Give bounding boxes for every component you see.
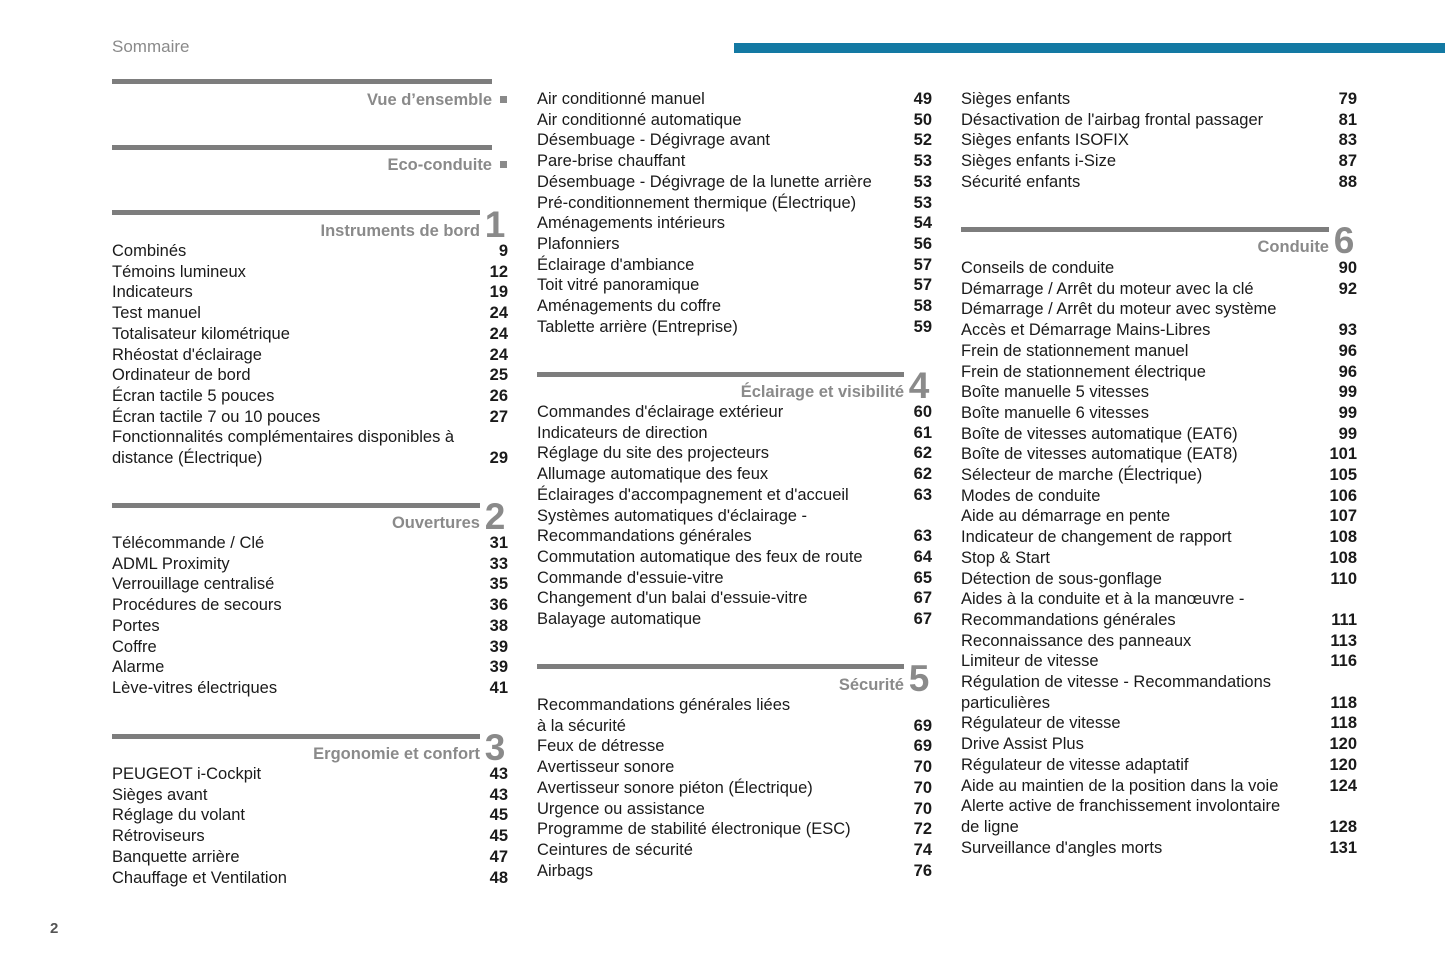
toc-entry-page: 92 xyxy=(1338,279,1357,298)
toc-entry-title: Rétroviseurs xyxy=(112,827,205,846)
toc-entry-page: 50 xyxy=(913,110,932,129)
toc-entry[interactable] xyxy=(112,282,508,303)
toc-entry[interactable] xyxy=(112,574,508,595)
toc-entry-title: ADML Proximity xyxy=(112,554,230,573)
chapter-number: 3 xyxy=(484,727,506,768)
toc-entry-title: Plafonniers xyxy=(537,234,620,253)
toc-entry[interactable] xyxy=(961,130,1357,151)
toc-entry-title: Frein de stationnement électrique xyxy=(961,362,1206,381)
toc-entry-title: Airbags xyxy=(537,861,593,880)
toc-entry-title: Aides à la conduite et à la manœuvre - xyxy=(961,590,1245,609)
toc-entry-title: Surveillance d'angles morts xyxy=(961,838,1163,857)
toc-entry[interactable] xyxy=(961,755,1357,776)
toc-entry-title: Lève-vitres électriques xyxy=(112,678,278,697)
toc-entry-page: 116 xyxy=(1330,652,1357,671)
toc-entry[interactable] xyxy=(537,213,932,234)
toc-entry-title: Aide au maintien de la position dans la voie xyxy=(961,776,1279,795)
toc-entry-page: 38 xyxy=(489,616,508,635)
toc-entry-title: Recommandations générales xyxy=(961,610,1176,629)
toc-entry[interactable] xyxy=(961,403,1357,424)
toc-entry-page: 99 xyxy=(1338,424,1357,443)
toc-entry-page: 65 xyxy=(913,568,932,587)
toc-entry-title: Test manuel xyxy=(112,304,201,323)
toc-entry-page: 108 xyxy=(1329,528,1357,547)
toc-entry-page: 25 xyxy=(489,366,508,385)
toc-entry-page: 45 xyxy=(489,827,508,846)
toc-entry-page: 131 xyxy=(1329,838,1357,857)
toc-entry-page: 60 xyxy=(913,403,932,421)
toc-entry-page: 53 xyxy=(913,172,932,191)
toc-entry-title: Désembuage - Dégivrage de la lunette arrière xyxy=(537,172,872,191)
toc-entry-page: 118 xyxy=(1330,693,1357,712)
toc-entry-title: Commutation automatique des feux de route xyxy=(537,547,863,566)
toc-entry[interactable] xyxy=(537,193,932,214)
toc-entry-page: 24 xyxy=(489,324,508,343)
toc-entry[interactable] xyxy=(537,778,932,799)
toc-entry-title: Limiteur de vitesse xyxy=(961,652,1099,671)
toc-entry[interactable] xyxy=(112,826,508,847)
square-marker-icon xyxy=(500,161,507,168)
entries-list xyxy=(112,533,508,699)
toc-entry[interactable] xyxy=(537,506,932,547)
toc-entry-title: Allumage automatique des feux xyxy=(537,465,769,484)
chapter-number: 5 xyxy=(908,658,930,699)
toc-entry[interactable] xyxy=(112,868,508,889)
toc-entry-page: 74 xyxy=(913,840,932,859)
toc-entry-title: Alerte active de franchissement involontaire xyxy=(961,797,1281,816)
toc-entry-page: 48 xyxy=(489,868,508,887)
toc-entry-page: 96 xyxy=(1338,341,1357,360)
toc-entry[interactable] xyxy=(112,241,508,262)
toc-entry[interactable] xyxy=(961,151,1357,172)
chapter-number: 2 xyxy=(484,496,506,537)
toc-entry[interactable] xyxy=(112,637,508,658)
toc-entry-title: Éclairages d'accompagnement et d'accueil xyxy=(537,485,849,504)
toc-entry[interactable] xyxy=(537,568,932,589)
toc-entry[interactable] xyxy=(537,402,932,423)
toc-entry-title: Pré-conditionnement thermique (Électrique) xyxy=(537,193,857,212)
toc-entry-title: Régulation de vitesse - Recommandations xyxy=(961,673,1271,692)
toc-entry-title: Systèmes automatiques d'éclairage - xyxy=(537,506,808,525)
toc-entry[interactable] xyxy=(537,757,932,778)
entries-list xyxy=(961,258,1357,858)
toc-entry[interactable] xyxy=(961,258,1357,279)
toc-entry[interactable] xyxy=(537,819,932,840)
toc-entry-title: Réglage du volant xyxy=(112,806,246,825)
section-rule xyxy=(112,734,480,739)
toc-entry-title: Détection de sous-gonflage xyxy=(961,569,1162,588)
toc-entry[interactable] xyxy=(961,527,1357,548)
toc-entry[interactable] xyxy=(961,631,1357,652)
toc-entry-title: Boîte manuelle 5 vitesses xyxy=(961,383,1150,402)
toc-entry-title: Témoins lumineux xyxy=(112,262,246,281)
toc-entry-page: 128 xyxy=(1329,817,1357,836)
toc-entry-page: 67 xyxy=(913,610,932,629)
toc-entry[interactable] xyxy=(537,547,932,568)
toc-entry-page: 101 xyxy=(1329,445,1357,464)
toc-entry-page: 70 xyxy=(913,758,932,777)
toc-entry[interactable] xyxy=(537,172,932,193)
toc-entry-page: 96 xyxy=(1338,362,1357,381)
toc-entry-page: 41 xyxy=(489,678,508,697)
page-number: 2 xyxy=(50,920,59,937)
toc-entry[interactable] xyxy=(961,589,1357,630)
toc-entry[interactable] xyxy=(961,569,1357,590)
toc-entry[interactable] xyxy=(112,657,508,678)
toc-entry-title: Boîte de vitesses automatique (EAT6) xyxy=(961,424,1238,443)
toc-entry[interactable] xyxy=(961,89,1357,110)
toc-entry[interactable] xyxy=(537,151,932,172)
toc-entry-page: 27 xyxy=(489,407,508,426)
toc-entry-page: 47 xyxy=(489,847,508,866)
toc-entry-page: 69 xyxy=(913,737,932,756)
toc-entry-page: 99 xyxy=(1338,383,1357,402)
toc-entry-page: 39 xyxy=(489,658,508,677)
toc-entry-page: 24 xyxy=(489,345,508,364)
toc-entry[interactable] xyxy=(112,386,508,407)
toc-entry[interactable] xyxy=(961,486,1357,507)
toc-entry-title: Télécommande / Clé xyxy=(112,534,265,552)
toc-entry-title: Désactivation de l'airbag frontal passager xyxy=(961,110,1264,129)
toc-entry-title: Portes xyxy=(112,616,160,635)
toc-entry[interactable] xyxy=(537,317,932,338)
toc-entry-title: Urgence ou assistance xyxy=(537,799,705,818)
toc-entry-title: Feux de détresse xyxy=(537,737,665,756)
toc-entry-title: PEUGEOT i-Cockpit xyxy=(112,765,262,783)
toc-entry-title: Boîte manuelle 6 vitesses xyxy=(961,403,1150,422)
toc-entry-page: 52 xyxy=(913,131,932,150)
entries-list xyxy=(112,241,508,469)
toc-entry-page: 70 xyxy=(913,778,932,797)
entries-list xyxy=(537,695,932,881)
toc-entry[interactable] xyxy=(537,423,932,444)
toc-entry-page: 26 xyxy=(489,386,508,405)
section-heading[interactable]: Instruments de bord xyxy=(320,222,480,240)
toc-entry-page: 87 xyxy=(1338,152,1357,171)
toc-entry[interactable] xyxy=(961,424,1357,445)
toc-entry[interactable] xyxy=(112,324,508,345)
toc-entry-title: Écran tactile 5 pouces xyxy=(112,386,275,405)
toc-entry-title: Verrouillage centralisé xyxy=(112,575,275,594)
toc-entry-title: Démarrage / Arrêt du moteur avec système xyxy=(961,300,1277,319)
section-rule xyxy=(537,372,904,377)
entries-list xyxy=(112,764,508,888)
toc-entry[interactable] xyxy=(537,588,932,609)
toc-entry-page: 29 xyxy=(489,449,508,468)
toc-entry[interactable] xyxy=(961,341,1357,362)
section-heading[interactable]: Eco-conduite xyxy=(387,156,492,174)
toc-entry-page: 62 xyxy=(913,465,932,484)
toc-entry-page: 76 xyxy=(913,861,932,880)
toc-entry-page: 88 xyxy=(1338,172,1357,191)
toc-entry-title: à la sécurité xyxy=(537,716,626,735)
toc-entry-title: de ligne xyxy=(961,817,1019,836)
toc-entry-title: Stop & Start xyxy=(961,548,1050,567)
toc-entry[interactable] xyxy=(961,506,1357,527)
toc-entry[interactable] xyxy=(537,255,932,276)
toc-entry[interactable] xyxy=(537,234,932,255)
toc-entry-title: Programme de stabilité électronique (ESC) xyxy=(537,820,851,839)
toc-entry-page: 49 xyxy=(913,90,932,108)
toc-entry-page: 19 xyxy=(489,283,508,302)
toc-entry-page: 93 xyxy=(1338,321,1357,340)
section-rule xyxy=(112,210,480,215)
section-heading[interactable]: Ergonomie et confort xyxy=(313,745,480,763)
toc-entry-title: Avertisseur sonore xyxy=(537,758,675,777)
toc-entry-title: Accès et Démarrage Mains-Libres xyxy=(961,321,1211,340)
toc-entry[interactable] xyxy=(112,678,508,699)
toc-entry-page: 83 xyxy=(1338,131,1357,150)
toc-entry[interactable] xyxy=(112,533,508,554)
toc-entry-title: Fonctionnalités complémentaires disponibles à xyxy=(112,428,455,447)
section-heading[interactable]: Éclairage et visibilité xyxy=(740,383,904,401)
toc-entry[interactable] xyxy=(112,764,508,785)
toc-entry[interactable] xyxy=(537,296,932,317)
chapter-number: 1 xyxy=(484,204,506,245)
toc-entry-page: 24 xyxy=(489,304,508,323)
toc-entry-page: 12 xyxy=(489,262,508,281)
toc-entry-title: Changement d'un balai d'essuie-vitre xyxy=(537,589,808,608)
section-rule xyxy=(112,503,480,508)
toc-entry-title: Indicateurs de direction xyxy=(537,423,708,442)
section-heading[interactable]: Sécurité xyxy=(838,676,904,694)
toc-entry-title: Sièges avant xyxy=(112,785,208,804)
toc-entry[interactable] xyxy=(537,443,932,464)
header-accent-bar xyxy=(734,43,1445,53)
toc-entry[interactable] xyxy=(112,345,508,366)
toc-entry-title: Éclairage d'ambiance xyxy=(537,255,695,274)
toc-entry[interactable] xyxy=(961,279,1357,300)
toc-entry-page: 81 xyxy=(1338,110,1357,129)
toc-entry-page: 53 xyxy=(913,193,932,212)
toc-entry-title: Sécurité enfants xyxy=(961,172,1081,191)
toc-entry-page: 9 xyxy=(498,242,508,260)
toc-entry-page: 35 xyxy=(489,575,508,594)
toc-entry-title: Combinés xyxy=(112,242,187,260)
toc-entry[interactable] xyxy=(112,365,508,386)
toc-entry[interactable] xyxy=(537,695,932,736)
toc-entry-title: Toit vitré panoramique xyxy=(537,276,700,295)
toc-entry-page: 111 xyxy=(1331,610,1357,629)
chapter-number: 4 xyxy=(908,365,930,406)
toc-entry[interactable] xyxy=(112,805,508,826)
toc-entry-page: 120 xyxy=(1329,755,1357,774)
toc-entry-title: Commande d'essuie-vitre xyxy=(537,568,724,587)
toc-entry-page: 79 xyxy=(1338,90,1357,108)
toc-entry[interactable] xyxy=(537,485,932,506)
toc-entry[interactable] xyxy=(961,382,1357,403)
toc-entry-page: 58 xyxy=(913,297,932,316)
toc-entry-title: Ordinateur de bord xyxy=(112,366,251,385)
toc-entry-title: Reconnaissance des panneaux xyxy=(961,631,1192,650)
toc-entry-title: particulières xyxy=(961,693,1050,712)
toc-entry[interactable] xyxy=(961,110,1357,131)
toc-entry[interactable] xyxy=(537,89,932,110)
toc-entry-page: 54 xyxy=(913,214,932,233)
toc-entry-title: Pare-brise chauffant xyxy=(537,152,686,171)
toc-entry-title: Aménagements du coffre xyxy=(537,297,722,316)
toc-entry-title: Procédures de secours xyxy=(112,596,282,615)
toc-entry[interactable] xyxy=(537,464,932,485)
toc-entry[interactable] xyxy=(961,444,1357,465)
entries-list xyxy=(537,89,932,337)
toc-entry-title: Aménagements intérieurs xyxy=(537,214,726,233)
toc-entry[interactable] xyxy=(537,110,932,131)
toc-entry[interactable] xyxy=(112,616,508,637)
toc-entry[interactable] xyxy=(961,651,1357,672)
toc-entry[interactable] xyxy=(961,548,1357,569)
toc-entry-page: 63 xyxy=(913,485,932,504)
toc-entry-page: 31 xyxy=(489,534,508,552)
toc-entry-page: 72 xyxy=(913,820,932,839)
toc-entry-page: 70 xyxy=(913,799,932,818)
toc-entry[interactable] xyxy=(112,595,508,616)
toc-entry-title: Totalisateur kilométrique xyxy=(112,324,290,343)
toc-entry-title: Balayage automatique xyxy=(537,610,702,629)
toc-entry-page: 106 xyxy=(1329,486,1357,505)
toc-entry-title: Aide au démarrage en pente xyxy=(961,507,1171,526)
toc-entry[interactable] xyxy=(537,861,932,882)
toc-entry-page: 36 xyxy=(489,596,508,615)
toc-entry[interactable] xyxy=(112,785,508,806)
toc-entry-title: Tablette arrière (Entreprise) xyxy=(537,317,738,336)
toc-entry-title: Désembuage - Dégivrage avant xyxy=(537,131,770,150)
toc-entry-title: Indicateur de changement de rapport xyxy=(961,528,1232,547)
toc-entry[interactable] xyxy=(961,672,1357,713)
chapter-number: 6 xyxy=(1333,220,1355,261)
toc-entry-page: 110 xyxy=(1330,569,1357,588)
page-header-title: Sommaire xyxy=(112,37,190,56)
toc-entry[interactable] xyxy=(961,299,1357,340)
toc-entry[interactable] xyxy=(112,847,508,868)
toc-entry-title: Régulateur de vitesse xyxy=(961,714,1121,733)
toc-entry-page: 45 xyxy=(489,806,508,825)
toc-entry-title: distance (Électrique) xyxy=(112,449,263,468)
toc-entry[interactable] xyxy=(112,427,508,468)
toc-entry-page: 62 xyxy=(913,444,932,463)
toc-entry-page: 69 xyxy=(913,716,932,735)
toc-entry-title: Sièges enfants ISOFIX xyxy=(961,131,1129,150)
section-rule xyxy=(537,664,904,669)
toc-entry[interactable] xyxy=(961,362,1357,383)
toc-entry[interactable] xyxy=(537,275,932,296)
toc-entry-page: 33 xyxy=(489,554,508,573)
toc-entry[interactable] xyxy=(537,609,932,630)
toc-entry[interactable] xyxy=(537,840,932,861)
toc-entry-title: Rhéostat d'éclairage xyxy=(112,345,262,364)
toc-entry-page: 120 xyxy=(1329,735,1357,754)
toc-entry[interactable] xyxy=(112,407,508,428)
toc-entry[interactable] xyxy=(961,734,1357,755)
toc-entry[interactable] xyxy=(961,172,1357,193)
toc-entry-page: 105 xyxy=(1329,466,1357,485)
toc-entry-title: Frein de stationnement manuel xyxy=(961,341,1189,360)
toc-entry-page: 99 xyxy=(1338,403,1357,422)
toc-entry-title: Ceintures de sécurité xyxy=(537,840,693,859)
toc-entry-page: 61 xyxy=(913,423,932,442)
toc-entry[interactable] xyxy=(112,554,508,575)
toc-entry-title: Boîte de vitesses automatique (EAT8) xyxy=(961,445,1238,464)
toc-entry-page: 43 xyxy=(489,785,508,804)
toc-entry-title: Recommandations générales xyxy=(537,527,752,546)
toc-entry-title: Régulateur de vitesse adaptatif xyxy=(961,755,1189,774)
toc-entry[interactable] xyxy=(112,262,508,283)
toc-entry-title: Chauffage et Ventilation xyxy=(112,868,287,887)
section-rule xyxy=(961,227,1329,232)
toc-entry-title: Écran tactile 7 ou 10 pouces xyxy=(112,407,321,426)
entries-list xyxy=(537,402,932,630)
toc-entry-page: 57 xyxy=(913,276,932,295)
toc-entry-page: 56 xyxy=(913,234,932,253)
toc-entry[interactable] xyxy=(537,130,932,151)
toc-entry-title: Alarme xyxy=(112,658,165,677)
toc-entry[interactable] xyxy=(537,736,932,757)
toc-entry[interactable] xyxy=(961,713,1357,734)
toc-entry-title: Drive Assist Plus xyxy=(961,735,1084,754)
toc-entry[interactable] xyxy=(112,303,508,324)
section-rule xyxy=(112,145,492,150)
toc-entry-title: Sièges enfants xyxy=(961,90,1071,108)
section-rule xyxy=(112,79,492,84)
toc-entry-title: Sélecteur de marche (Électrique) xyxy=(961,466,1203,485)
toc-entry-title: Air conditionné automatique xyxy=(537,110,742,129)
toc-entry-title: Air conditionné manuel xyxy=(537,90,705,108)
section-heading[interactable]: Vue d’ensemble xyxy=(366,91,492,109)
section-heading[interactable]: Ouvertures xyxy=(391,514,480,532)
toc-entry-page: 39 xyxy=(489,637,508,656)
toc-entry-title: Conseils de conduite xyxy=(961,259,1115,277)
toc-entry-title: Indicateurs xyxy=(112,283,193,302)
toc-entry-page: 113 xyxy=(1330,631,1357,650)
toc-entry[interactable] xyxy=(961,838,1357,859)
toc-entry-title: Modes de conduite xyxy=(961,486,1101,505)
toc-entry-page: 57 xyxy=(913,255,932,274)
toc-entry-title: Recommandations générales liées xyxy=(537,696,791,714)
toc-entry-title: Démarrage / Arrêt du moteur avec la clé xyxy=(961,279,1254,298)
toc-entry-page: 43 xyxy=(489,765,508,783)
square-marker-icon xyxy=(500,96,507,103)
toc-entry-page: 53 xyxy=(913,152,932,171)
toc-entry-page: 67 xyxy=(913,589,932,608)
toc-entry[interactable] xyxy=(961,465,1357,486)
toc-entry-title: Réglage du site des projecteurs xyxy=(537,444,770,463)
section-heading[interactable]: Conduite xyxy=(1257,238,1329,256)
toc-entry-page: 124 xyxy=(1329,776,1357,795)
toc-entry-page: 59 xyxy=(913,317,932,336)
entries-list xyxy=(961,89,1357,193)
toc-entry[interactable] xyxy=(537,799,932,820)
toc-entry-page: 108 xyxy=(1329,548,1357,567)
toc-entry-page: 64 xyxy=(913,547,932,566)
toc-entry-page: 118 xyxy=(1330,714,1357,733)
toc-entry-page: 107 xyxy=(1329,507,1357,526)
toc-entry[interactable] xyxy=(961,796,1357,837)
toc-entry-page: 63 xyxy=(913,527,932,546)
toc-entry-title: Banquette arrière xyxy=(112,847,240,866)
toc-entry-title: Avertisseur sonore piéton (Électrique) xyxy=(537,778,813,797)
toc-entry-title: Coffre xyxy=(112,637,157,656)
toc-entry-title: Commandes d'éclairage extérieur xyxy=(537,403,784,421)
toc-entry[interactable] xyxy=(961,776,1357,797)
toc-entry-title: Sièges enfants i-Size xyxy=(961,152,1117,171)
toc-entry-page: 90 xyxy=(1338,259,1357,277)
